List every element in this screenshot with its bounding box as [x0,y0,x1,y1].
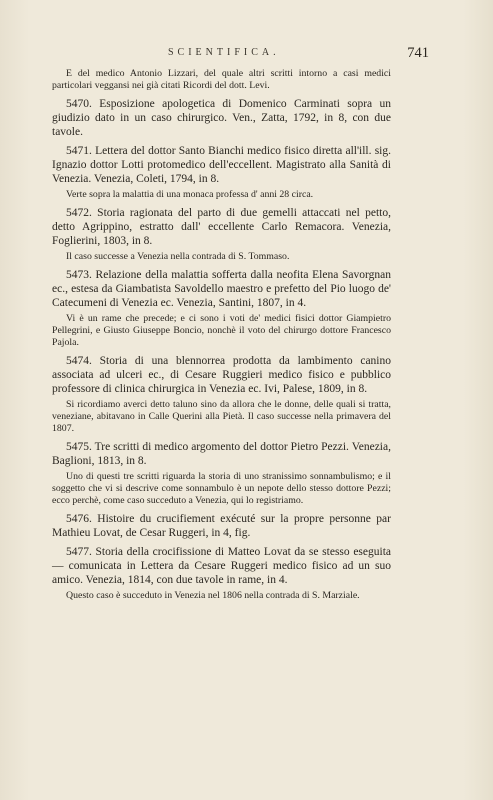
page-number: 741 [407,45,429,61]
note-paragraph: E del medico Antonio Lizzari, del quale altri scritti intorno a casi medici particolari veggansi nei già citati Ricordi del dott. Levi. [52,68,391,91]
entry-5477: 5477. Storia della crocifissione di Matteo Lovat da se stesso eseguita — comunicata in Lettera da Cesare Ruggeri medico fisico ad un suo amico. Venezia, 1814, con due tavole in rame, in 4. [52,546,391,586]
running-title: SCIENTIFICA. [168,47,280,58]
entry-5472: 5472. Storia ragionata del parto di due gemelli attaccati nel petto, detto Agrippino, estratto dall' eccellente Carlo Remacora. Venezia, Foglierini, 1803, in 8. [52,207,391,247]
entry-5473: 5473. Relazione della malattia sofferta dalla neofita Elena Savorgnan ec., estesa da Giambatista Savoldello maestro e prefetto del Pio luogo de' Catecumeni di Venezia ec. Venezia, Santini, 1807, in 4. [52,269,391,309]
note-5472: Il caso successe a Venezia nella contrada di S. Tommaso. [66,251,290,262]
page-header [52,45,429,65]
note-5473: Vi è un rame che precede; e ci sono i voti de' medici fisici dottor Giampietro Pellegrini, e Giusto Giuseppe Boncio, nonchè il voto del chirurgo dottore Francesco Pajola. [52,313,391,348]
note-5475: Uno di questi tre scritti riguarda la storia di uno stranissimo sonnambulismo; e il soggetto che vi si descrive come sonnambulo è un nepote dello stesso dottore Pezzi; ecco perchè, come caso succeduto a Venezia, qui lo registriamo. [52,471,391,506]
entry-5471: 5471. Lettera del dottor Santo Bianchi medico fisico diretta all'ill. sig. Ignazio dottor Lotti protomedico dell'eccellent. Magistrato alla Sanità di Venezia. Venezia, Coleti, 1794, in 8. [52,145,391,185]
page-body [52,68,391,602]
note-5471: Verte sopra la malattia di una monaca professa d' anni 28 circa. [66,189,314,200]
entry-5475: 5475. Tre scritti di medico argomento del dottor Pietro Pezzi. Venezia, Baglioni, 1813, in 8. [52,441,391,467]
note-5474: Si ricordiamo averci detto taluno sino da allora che le donne, delle quali si tratta, veneziane, abitavano in Calle Querini alla Pietà. Il caso successe nella primavera del 1807. [52,399,391,434]
entry-5474: 5474. Storia di una blennorrea prodotta da lambimento canino associata ad ulceri ec., di Cesare Ruggieri medico fisico e pubblico professore di clinica chirurgica in Venezia ec. Ivi, Palese, 1809, in 8. [52,355,391,395]
entry-5470: 5470. Esposizione apologetica di Domenico Carminati sopra un giudizio dato in un caso chirurgico. Ven., Zatta, 1792, in 8, con due tavole. [52,98,391,138]
entry-5476: 5476. Histoire du crucifiement exécuté sur la propre personne par Mathieu Lovat, de Cesar Ruggeri, in 4, fig. [52,513,391,539]
note-5477: Questo caso è succeduto in Venezia nel 1806 nella contrada di S. Marziale. [66,590,360,601]
